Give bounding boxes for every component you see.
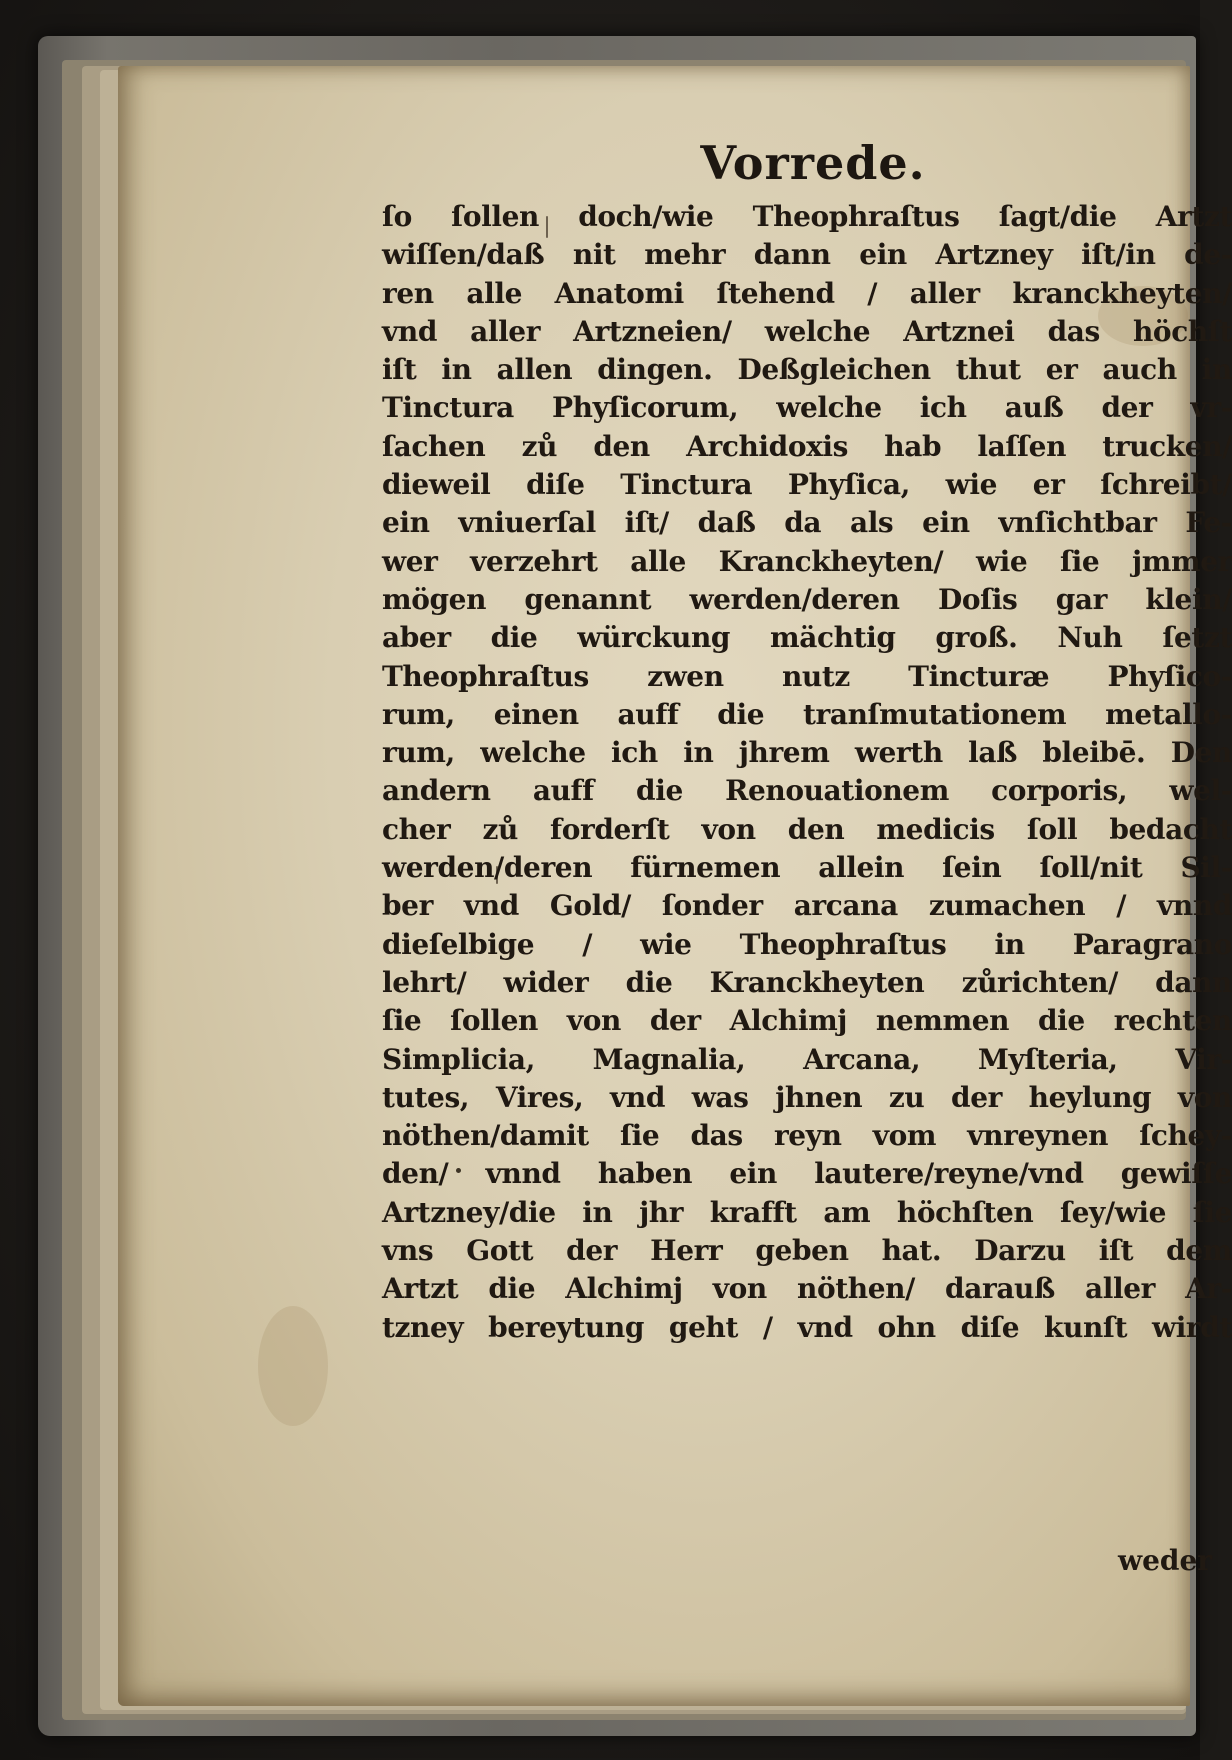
text-line: Tinctura Phyſicorum, welche ich auß der vr- (382, 391, 1232, 425)
text-line: wer verzehrt alle Kranckheyten/ wie ſie jmmer (382, 544, 1232, 578)
page-heading: Vorrede. (700, 136, 926, 190)
text-line: wiſſen/daß nit mehr dann ein Artzney iſt/in de- (382, 238, 1232, 272)
text-line: cher zů forderſt von den medicis ſoll bedacht (382, 812, 1232, 846)
text-line: ein vniuerſal iſt/ daß da als ein vnſichtbar Fe- (382, 506, 1232, 540)
text-line: mögen genannt werden/deren Doſis gar klein/ (382, 582, 1232, 616)
text-line: Artzt die Alchimj von nöthen/ darauß aller Ar- (382, 1272, 1232, 1306)
text-line: ren alle Anatomi ſtehend / aller kranckheyten/ (382, 276, 1232, 310)
text-line: nöthen/damit ſie das reyn vom vnreynen ſchey- (382, 1119, 1232, 1153)
text-line: Artzney/die in jhr krafft am höchſten ſey/wie ſie (382, 1195, 1232, 1229)
text-line: Theophraſtus zwen nutz Tincturæ Phyſico- (382, 659, 1232, 693)
catchword: weder (1118, 1544, 1213, 1577)
text-line: aber die würckung mächtig groß. Nuh ſetzt (382, 621, 1232, 655)
text-line: den/ vnnd haben ein lautere/reyne/vnd gewiſſe (382, 1157, 1232, 1191)
text-line: Simplicia, Magnalia, Arcana, Myſteria, Vir- (382, 1042, 1232, 1076)
text-line: vnd aller Artzneien/ welche Artznei das höchſt (382, 314, 1232, 348)
paper-stain (258, 1306, 328, 1426)
text-line: andern auff die Renouationem corporis, wel- (382, 774, 1232, 808)
text-line: tutes, Vires, vnd was jhnen zu der heylung von (382, 1080, 1232, 1114)
text-line: ber vnd Gold/ ſonder arcana zumachen / vnnd (382, 889, 1232, 923)
text-line: rum, welche ich in jhrem werth laß bleibē. Den (382, 736, 1232, 770)
book-page (118, 66, 1232, 1706)
text-line: werden/deren fürnemen allein ſein ſoll/nit Sil- (382, 851, 1232, 885)
text-line: lehrt/ wider die Kranckheyten zůrichten/ dann (382, 965, 1232, 999)
text-line: ſie ſollen von der Alchimj nemmen die rechten (382, 1004, 1232, 1038)
text-line: vns Gott der Herr geben hat. Darzu iſt dem (382, 1234, 1232, 1268)
text-line: rum, einen auff die tranſmutationem metallo- (382, 697, 1232, 731)
text-line: dieweil diſe Tinctura Phyſica, wie er ſchreibt/ (382, 468, 1232, 502)
text-line: ſachen zů den Archidoxis hab laſſen trucken/ (382, 429, 1232, 463)
text-line: tzney bereytung geht / vnd ohn diſe kunſt wirdt (382, 1310, 1232, 1344)
text-line: dieſelbige / wie Theophraſtus in Paragrano (382, 927, 1232, 961)
body-text (382, 198, 1232, 1347)
text-line: iſt in allen dingen. Deßgleichen thut er auch in (382, 353, 1232, 387)
text-line: ſo ſollen doch/wie Theophraſtus ſagt/die Artzt (382, 200, 1232, 233)
